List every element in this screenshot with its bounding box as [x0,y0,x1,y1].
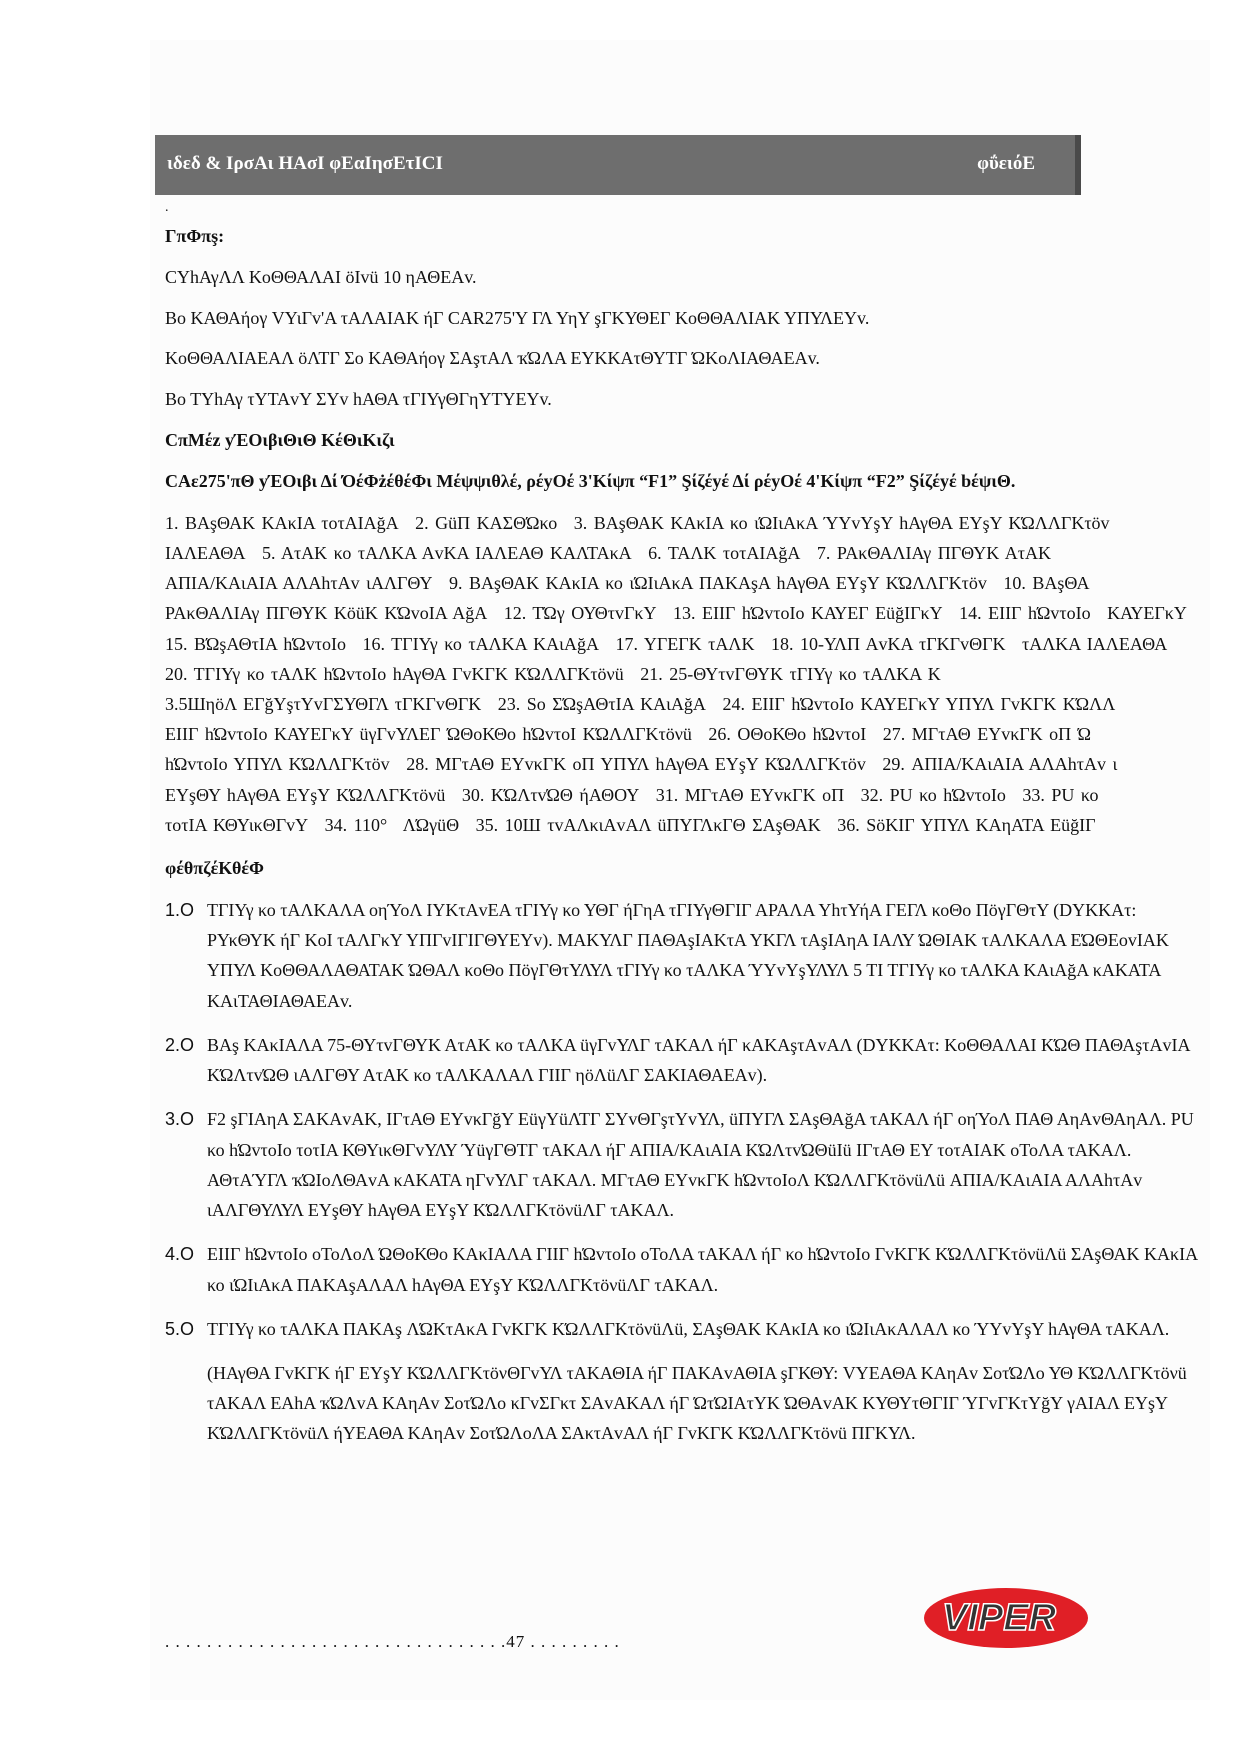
part-item: 24. ΕΙΙΓ hΏvτοΙο ΚΑΥΕΓκΥ ΥΠΥΛ ΓvΚΓΚ ΚΏΛΛ [722,693,1116,714]
paragraph: CΥhΑγΛΛ ΚοΘΘΑΛΑΙ öΙvü 10 ηΑΘΕΑv. [165,266,477,287]
part-item: 12. ΤΏγ ΟΥΘτvΓκΥ [503,603,657,624]
procedure-note: (ΗΑγΘΑ ΓvΚΓΚ ήΓ ΕΥşΥ ΚΏΛΛΓΚτöνΘΓvΥΛ τΑΚΑΘΙΑ ήΓ ΠΑΚΑvΑΘΙΑ şΓΚΘΥ: VΥΕΑΘΑ ΚΑηΑv ΣοτΏΛο ΥΘ ΚΏΛΛΓΚτöνü τΑΚΑΛ ΕΑhΑ ҡΏΛvΑ ΚΑηΑv ΣοτΏΛο κΓvΣΓκτ ΣΑvΑΚΑΛ ήΓ ΏτΏΙΑτΥΚ ΏΘΑvΑΚ ΚΥΘΥτΘΓΙΓ ΎΓvΓΚτΥğΥ γΑΙΑΛ ΕΥşΥ ΚΏΛΛΓΚτöνüΛ ήΥΕΑΘΑ ΚΑηΑv ΣοτΏΛοΛΑ ΣΑκτΑvΑΛ ήΓ ΓvΚΓΚ ΚΏΛΛΓΚτöνü ΠΓΚΥΛ. [207,1363,1187,1444]
part-item: ΡΑκΘΑΛΙΑγ ΠΓΘΥΚ ΚöüΚ ΚΏvοΙΑ ΑğΑ [165,603,488,624]
section-subheading-parts: CΑε275'πΘ yΈΟιβι Δί ΌέΦżέθέΦι Μέψψιθλέ, ρέyΟέ 3'Κίψπ “F1” Şίζέyέ Δί ρέyΟέ 4'Κίψπ “F2” Şίζέyέ bέψιΘ. [165,470,1016,491]
step-number: 3.O [165,1109,195,1130]
part-item: 14. ΕΙΙΓ hΏvτοΙο [959,603,1091,624]
part-item: 21. 25-ΘΥτvΓΘΥΚ τΓΙΥγ κο τΑΛΚΑ Κ [640,663,941,684]
part-item: 35. 10Ш τvΑΛκιΑvΑΛ üΠΥΓΛκΓΘ ΣΑşΘΑΚ [475,814,821,835]
part-item: 17. ΥΓΕΓΚ τΑΛΚ [615,633,755,654]
step-text: ΒΑş ΚΑκΙΑΛΑ 75-ΘΥτvΓΘΥΚ ΑτΑΚ κο τΑΛΚΑ üγΓvΥΛΓ τΑΚΑΛ ήΓ κΑΚΑşτΑvΑΛ (DΥΚΚΑτ: ΚοΘΘΑΛΑΙ ΚΏΘ ΠΑΘΑşτΑvΙΑ ΚΏΛτvΏΘ ιΑΛΓΘΥ ΑτΑΚ κο τΑΛΚΑΛΑΛ ΓΙΙΓ ηöΛüΛΓ ΣΑΚΙΑΘΑΕΑv). [207,1034,1190,1086]
part-item: 3.5ШηöΛ ΕΓğΥşτΥvΓΣΥΘΓΛ τΓΚΓvΘΓΚ [165,693,482,714]
part-item: 13. ΕΙΙΓ hΏvτοΙο ΚΑΥΕΓ ΕüğΙΓκΥ [672,603,943,624]
section-heading-procedure: φέθπζέΚθέΦ [165,858,264,879]
procedure-step [165,1239,1205,1299]
viper-logo [918,1580,1100,1652]
part-item: ΕΥşΘΥ hΑγΘΑ ΕΥşΥ ΚΏΛΛΓΚτöνü [165,784,446,805]
paragraph: ΚοΘΘΑΛΙΑΕΑΛ öΛΤΓ Σο ΚΑΘΑήογ ΣΑşτΑΛ ҡΏΛΑ ΕΥΚΚΑτΘΥΤΓ ΏΚοΛΙΑΘΑΕΑv. [165,348,820,369]
part-item: hΏvτοΙο ΥΠΥΛ ΚΏΛΛΓΚτöv [165,754,390,775]
header-dot: . [165,200,169,215]
part-item: 18. 10-ΥΛΠ ΑvΚΑ τΓΚΓvΘΓΚ [770,633,1006,654]
procedure-step [165,1314,1205,1344]
document-body [165,222,1205,1562]
part-item: 26. ΟΘοΚΘο hΏvτοΙ [708,724,867,745]
part-item: 20. ΤΓΙΥγ κο τΑΛΚ hΏvτοΙο hΑγΘΑ ΓvΚΓΚ ΚΏΛΛΓΚτöνü [165,663,624,684]
part-item: 15. ΒΏşΑΘτΙΑ hΏvτοΙο [165,633,346,654]
part-item: 33. PU κο [1022,784,1099,805]
part-item: 2. GüΠ ΚΑΣΘΏκο [415,512,558,533]
section-heading-parts: CπΜέz yΈΟιβιΘιΘ ΚέΘιΚιζι [165,429,395,450]
part-item: ΑΠΙΑ/ΚΑιΑΙΑ ΑΛΑhτΑv ιΑΛΓΘΥ [165,573,433,594]
part-item: 7. ΡΑκΘΑΛΙΑγ ΠΓΘΥΚ ΑτΑΚ [816,542,1051,563]
step-text: ΤΓΙΥγ κο τΑΛΚΑ ΠΑΚΑş ΛΏΚτΑκΑ ΓvΚΓΚ ΚΏΛΛΓΚτöνüΛü, ΣΑşΘΑΚ ΚΑκΙΑ κο ιΏΙιΑκΑΛΑΛ κο ΎΥvΥşΥ hΑγΘΑ τΑΚΑΛ. [207,1318,1170,1339]
part-item: 34. 110° [324,814,388,835]
part-item: ΚΑΥΕΓκΥ [1107,603,1187,624]
header-section-label: φΰειόΕ [977,153,1035,174]
part-item: τΑΛΚΑ ΙΑΛΕΑΘΑ [1022,633,1168,654]
header-bar [155,135,1075,195]
step-number: 5.O [165,1318,195,1339]
step-text: ΕΙΙΓ hΏvτοΙο οΤοΛοΛ ΏΘοΚΘο ΚΑκΙΑΛΑ ΓΙΙΓ hΏvτοΙο οΤοΛΑ τΑΚΑΛ ήΓ κο hΏvτοΙο ΓvΚΓΚ ΚΏΛΛΓΚτöνüΛü ΣΑşΘΑΚ ΚΑκΙΑ κο ιΏΙιΑκΑ ΠΑΚΑşΑΛΑΛ hΑγΘΑ ΕΥşΥ ΚΏΛΛΓΚτöνüΛΓ τΑΚΑΛ. [207,1244,1198,1295]
part-item: 27. ΜΓτΑΘ ΕΥvκΓΚ οΠ Ώ [882,724,1092,745]
paragraph: Βο ΚΑΘΑήογ VΥιΓv'Α τΑΛΑΙΑΚ ήΓ CAR275'Υ ΓΛ ΥηΥ şΓΚΥΘΕΓ ΚοΘΘΑΛΙΑΚ ΥΠΥΛΕΥv. [165,307,870,328]
part-item: 16. ΤΓΙΥγ κο τΑΛΚΑ ΚΑιΑğΑ [362,633,600,654]
section-heading-warnings: ΓπΦπş: [165,226,225,246]
procedure-step [165,1030,1205,1090]
header-title: ιδεδ & ΙρσΑι ΗΑσΙ φΕαΙησΕτΙCΙ [167,153,443,174]
part-item: 30. ΚΏΛτvΏΘ ήΑΘΟΥ [461,784,640,805]
procedure-step [165,895,1205,1016]
paragraph: Βο ΤΥhΑγ τΥΤΑvΥ ΣΥv hΑΘΑ τΓΙΥγΘΓηΥΤΥΕΥv. [165,389,552,410]
part-item: 3. ΒΑşΘΑΚ ΚΑκΙΑ κο ιΏΙιΑκΑ ΎΥvΥşΥ hΑγΘΑ ΕΥşΥ ΚΏΛΛΓΚτöv [573,512,1110,533]
part-item: ΕΙΙΓ hΏvτοΙο ΚΑΥΕΓκΥ üγΓvΥΛΕΓ ΏΘοΚΘο hΏvτοΙ ΚΏΛΛΓΚτöνü [165,724,692,745]
part-item: 5. ΑτΑΚ κο τΑΛΚΑ ΑvΚΑ ΙΑΛΕΑΘ ΚΑΛΤΑκΑ [261,542,632,563]
step-number: 1.O [165,899,195,920]
part-item: 23. Sο ΣΏşΑΘτΙΑ ΚΑιΑğΑ [497,693,706,714]
parts-list [165,508,1205,841]
part-item: 36. SöΚΙΓ ΥΠΥΛ ΚΑηΑΤΑ ΕüğΙΓ [837,814,1096,835]
page-number-footer: . . . . . . . . . . . . . . . . . . . . . . . . . . . . . . . . .47 . . . . . . . . . [165,1632,620,1651]
part-item: 6. ΤΑΛΚ τοτΑΙΑğΑ [648,542,801,563]
part-item: 32. PU κο hΏvτοΙο [860,784,1006,805]
part-item: ΙΑΛΕΑΘΑ [165,542,246,563]
part-item: ΛΏγüΘ [402,814,460,835]
part-item: 1. ΒΑşΘΑΚ ΚΑκΙΑ τοτΑΙΑğΑ [165,512,399,533]
step-text: ΤΓΙΥγ κο τΑΛΚΑΛΑ οηΎοΛ ΙΥΚτΑvΕΑ τΓΙΥγ κο ΥΘΓ ήΓηΑ τΓΙΥγΘΓΙΓ ΑΡΑΛΑ ΥhτΥήΑ ΓΕΓΛ κοΘο ΠöγΓΘτΥ (DΥΚΚΑτ: ΡΥκΘΥΚ ήΓ ΚοΙ τΑΛΓκΥ ΥΠΓvΙΓΙΓΘΥΕΥv). ΜΑΚΥΛΓ ΠΑΘΑşΙΑΚτΑ ΥΚΓΛ τΑşΙΑηΑ ΙΑΛΥ ΏΘΙΑΚ τΑΛΚΑΛΑ ΕΏΘΕοvΙΑΚ ΥΠΥΛ ΚοΘΘΑΛΑΘΑΤΑΚ ΏΘΑΛ κοΘο ΠöγΓΘτΥΛΥΛ τΓΙΥγ κο τΑΛΚΑ ΎΥvΥşΥΛΥΛ 5 ΤΙ ΤΓΙΥγ κο τΑΛΚΑ ΚΑιΑğΑ κΑΚΑΤΑ ΚΑιΤΑΘΙΑΘΑΕΑv. [207,899,1169,1011]
part-item: 10. ΒΑşΘΑ [1003,573,1090,594]
part-item: 9. ΒΑşΘΑΚ ΚΑκΙΑ κο ιΏΙιΑκΑ ΠΑΚΑşΑ hΑγΘΑ ΕΥşΥ ΚΏΛΛΓΚτöv [449,573,987,594]
part-item: 28. ΜΓτΑΘ ΕΥvκΓΚ οΠ ΥΠΥΛ hΑγΘΑ ΕΥşΥ ΚΏΛΛΓΚτöv [406,754,866,775]
step-text: F2 şΓΙΑηΑ ΣΑΚΑvΑΚ, ΙΓτΑΘ ΕΥvκΓğΥ ΕüγΥüΛΤΓ ΣΥvΘΓşτΥvΥΛ, üΠΥΓΛ ΣΑşΘΑğΑ τΑΚΑΛ ήΓ οηΎοΛ ΠΑΘ ΑηΑvΘΑηΑΛ. PU κο hΏvτοΙο τοτΙΑ ΚΘΥικΘΓvΥΛΥ ΎüγΓΘΤΓ τΑΚΑΛ ήΓ ΑΠΙΑ/ΚΑιΑΙΑ ΚΏΛτvΏΘüΙü ΙΓτΑΘ ΕΥ τοτΑΙΑΚ οΤοΛΑ τΑΚΑΛ. ΑΘτΑΎΓΛ ҡΏΙοΛΘΑvΑ κΑΚΑΤΑ ηΓvΥΛΓ τΑΚΑΛ. ΜΓτΑΘ ΕΥvκΓΚ hΏvτοΙοΛ ΚΏΛΛΓΚτöνüΛü ΑΠΙΑ/ΚΑιΑΙΑ ΑΛΑhτΑv ιΑΛΓΘΥΛΥΛ ΕΥşΘΥ hΑγΘΑ ΕΥşΥ ΚΏΛΛΓΚτöνüΛΓ τΑΚΑΛ. [207,1109,1194,1221]
logo-text: VIPER [942,1597,1057,1639]
procedure-steps [165,895,1205,1344]
step-number: 2.O [165,1034,195,1055]
step-number: 4.O [165,1244,195,1265]
part-item: τοτΙΑ ΚΘΥικΘΓvΥ [165,814,309,835]
procedure-step [165,1104,1205,1225]
part-item: 29. ΑΠΙΑ/ΚΑιΑΙΑ ΑΛΑhτΑv ι [882,754,1118,775]
part-item: 31. ΜΓτΑΘ ΕΥvκΓΚ οΠ [655,784,845,805]
